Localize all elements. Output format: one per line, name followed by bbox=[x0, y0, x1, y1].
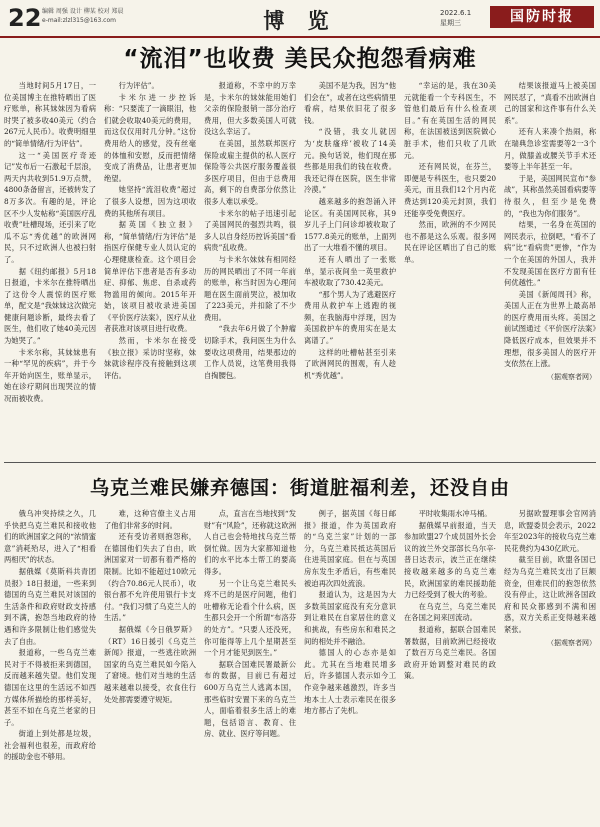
paragraph: 美国《新闻周刊》称，美国人正在为世界上最高昂的医疗费用而头疼。美国之前试图通过《平价医疗法案》降低医疗成本，但效果并不理想，很多美国人的医疗开支依然在上涨。 bbox=[504, 289, 596, 369]
paragraph: 报道认为，这是因为大多数英国家庭没有充分意识到让难民在自家居住的意义和挑战，有些房东和难民之间的相处并不融洽。 bbox=[304, 590, 396, 646]
byline: （据观察者网） bbox=[547, 372, 596, 381]
paragraph: “幸运的是，我在30美元就能看一个专科医生，不管他们最后有什么检查项目。”有在英国生活的网民称，在法国被送到医院做心脏手术，他们只收了几欧元。 bbox=[404, 81, 496, 160]
article-column bbox=[404, 80, 496, 455]
page-header bbox=[0, 0, 600, 38]
paragraph: 这一“美国医疗奇迹记”发布后一石激起千层浪，两天内共收到51.9万点赞，4800条备留言，还被转发了8万多次。有趣的是，评论区不少人发帖称“美国医疗乱收费”吐槽现场，还引来了吃瓜不忘“秀优越”的欧洲网民，只不过欧洲人也被扫射了。 bbox=[4, 150, 96, 264]
newspaper-masthead: 国防时报 bbox=[490, 6, 594, 28]
paragraph: “没错，我女儿就因为‘皮肤瘙痒’被收了14美元。换句话说，他们现在那些都是用我们的钱在收费。我还记得在医院，医生非常冷漠。” bbox=[304, 127, 396, 195]
paragraph: 结果，一名身在英国的网民表示，拉倒吧，“看不了病”比“看病贵”更惨，“作为一个在美国的外国人，我并不发现美国在医疗方面有任何优越性。” bbox=[504, 220, 596, 288]
paragraph: 行为评估”。 bbox=[118, 81, 159, 90]
paragraph: 这样的吐槽帖甚至引来了欧洲网民的围观，有人趁机“秀优越”。 bbox=[304, 347, 396, 380]
paragraph: 她坚持“流泪收费”超过了很多人设想，因为这项收费的其他所有项目。 bbox=[104, 185, 196, 218]
paragraph: 还有受访者则抱怨称，在德国他们失去了自由，欧洲国家对一切都有着严格的限制。比如不能超过10欧元（约合70.86元人民币），收银台都不允许使用银行卡支付。“我们习惯了乌克兰人的生活。” bbox=[104, 532, 196, 623]
article-column bbox=[404, 508, 496, 822]
paragraph: 在美国，虽然联邦医疗保险或雇主提供的私人医疗保险等公共医疗服务覆盖很多医疗项目，但由于总费用高，剩下的自费部分依然让很多人难以承受。 bbox=[204, 138, 296, 206]
article-column bbox=[304, 508, 396, 822]
article1-headline: “流泪”也收费 美民众抱怨看病难 bbox=[123, 46, 477, 72]
date-block bbox=[440, 8, 471, 28]
paragraph: 据俄媒早前报道，当天参加欧盟27个成员国外长会议的波兰外交部部长乌尔辛·普日达表示，波兰正在继续接收越来越多的乌克兰难民，欧洲国家的难民援助能力已经受到了极大的考验。 bbox=[404, 520, 496, 600]
paragraph: 越来越多的抱怨涌入评论区。有美国网民称，其9岁儿子上门问诊却被收取了1577.8美元的账单，上面列出了一大堆看不懂的项目。 bbox=[304, 196, 396, 253]
paragraph: 于是，美国网民宣布“参战”，其称虽然美国看病要等待很久，但至少是免费的，“我也为你们服务”。 bbox=[504, 173, 596, 218]
issue-weekday: 星期三 bbox=[440, 19, 461, 27]
article-column bbox=[4, 80, 96, 455]
article2-headline: 乌克兰难民嫌弃德国：街道脏福利差，还没自由 bbox=[89, 477, 510, 499]
paragraph: 截至目前，欧盟各国已经为乌克兰难民支出了巨额资金，但难民们的抱怨依然没有停止，这让欧洲各国政府和民众都感到不满和困惑，双方关系正变得越来越紧张。 bbox=[504, 555, 596, 634]
paragraph: 与卡米尔妹妹有相同经历的网民晒出了不同一年前的账单，称当时因为心理问题在医生面前哭泣，被加收了223美元，并扣除了不少费用。 bbox=[204, 254, 296, 322]
article-column bbox=[204, 508, 296, 822]
editor-names: 编辑 周强 设计 柳某 校对 郑晨 bbox=[42, 8, 124, 15]
article-divider bbox=[4, 462, 596, 463]
paragraph: 卡米尔称，其妹妹患有一种“罕见的疾病”，并于今年开始向医生，账单显示，她在诊疗期间出现哭泣的情况而被收费。 bbox=[4, 347, 96, 404]
issue-date: 2022.6.1 bbox=[440, 9, 472, 17]
article-column bbox=[104, 508, 196, 822]
paragraph: 另据欧盟理事会官网消息，欧盟委员会表示，2022年至2023年的接收乌克兰难民花费约为430亿欧元。 bbox=[504, 509, 596, 553]
paragraph: 点，直言在当地找到“发财”有“风险”，还称就这欧洲人自己也会特地找乌克兰帮倒忙做。因为大家都知道他们的水平比本土帮工的要高得多。 bbox=[204, 509, 296, 576]
paragraph: 据《纽约邮报》5月18日报道，卡米尔在推特晒出了这份令人震惊的医疗账单，配文是“我妹妹这次做完健康问题诊断，最终去看了医生，他们收了她40美元因为她哭了。” bbox=[4, 266, 96, 346]
editor-info bbox=[42, 7, 124, 25]
paragraph: 还有人来凑个热闹，称在瑞典急诊室需要等2一3个月，做膝盖或腰关节手术还要等上半年甚至一年。 bbox=[504, 127, 596, 172]
paragraph: 平时收集雨水冲马桶。 bbox=[418, 509, 492, 518]
paragraph: 据俄媒《莫斯科共青团员报》18日报道，一些来到德国的乌克兰难民对该国的生活条件和政府财政支持感到不满，抱怨当地政府的待遇和许多限制让他们感觉失去了自由。 bbox=[4, 566, 96, 646]
page-number: 22 bbox=[8, 4, 42, 32]
paragraph: 美国不是为我，因为“他们会在”，或者在这些病情里看病，结果依旧花了很多钱。 bbox=[304, 81, 396, 125]
paragraph: 报道称，据联合国难民署数据，目前欧洲已经接收了数百万乌克兰难民。各国政府开始调整对难民的政策。 bbox=[404, 624, 496, 681]
article-column bbox=[304, 80, 396, 455]
paragraph: 德国人的心态亦是如此。尤其在当地难民增多后，许多德国人表示如今工作竞争越来越激烈，许多当地本土人士表示难民在很多地方都占了先机。 bbox=[304, 648, 396, 716]
article-column bbox=[504, 508, 596, 822]
paragraph: 俄乌冲突持续之久，几乎快把乌克兰难民和接收他们的欧洲国家之间的“浓情蜜意”消耗殆尽，进入了“相看两相厌”的状态。 bbox=[4, 509, 96, 565]
article1-body bbox=[4, 80, 596, 455]
paragraph: 在乌克兰，乌克兰难民在各国之间来回流动。 bbox=[404, 601, 496, 623]
article-column bbox=[504, 80, 596, 455]
paragraph: 还有网民说，在芬兰，即便是专科医生，也只要20美元，而且我们12个月内花费达到120美元封顶，我们还能享受免费医疗。 bbox=[404, 162, 496, 218]
paragraph: 结果该报道马上被美国网民怼了，“真看不出欧洲自己的国家和这件事有什么关系”。 bbox=[504, 81, 596, 125]
paragraph: 卡米尔的帖子迅速引起了美国网民的强烈共鸣，很多人以自身经历控诉美国“看病贵”乱收费。 bbox=[204, 208, 296, 253]
paragraph: 然而，卡米尔在接受《独立报》采访时坚称，妹妹就诊程序没有接触到这项评估。 bbox=[104, 336, 196, 380]
paragraph: 据联合国难民署最新公布的数据，目前已有超过600万乌克兰人逃离本国，那些临时安置下来的乌克兰人，面临着很多生活上的难题，包括语言、教育、住房、就业、医疗等问题。 bbox=[204, 659, 296, 739]
paragraph: 当地时间5月17日，一位美国博主在推特晒出了医疗账单，称其妹妹因为看病时哭了被多收40美元（约合267元人民币）。收费明细里的“简单情绪/行为评估”。 bbox=[4, 81, 96, 148]
editor-email: e-mail:zlzl315@163.com bbox=[42, 17, 116, 24]
paragraph: 据俄媒《今日俄罗斯》（RT）16日援引《乌克兰新闻》报道，一些逃往欧洲国家的乌克兰难民如今陷入了窘境。他们对当地的生活越来越难以接受，衣食住行处处都需要遵守规矩。 bbox=[104, 624, 196, 704]
paragraph: “我去年6月做了个肿瘤切除手术，我问医生为什么要收这项费用，结果那边的工作人员说，这笔费用我得自掏腰包。 bbox=[204, 324, 296, 380]
article-column bbox=[104, 80, 196, 455]
paragraph: 另一个让乌克兰难民头疼不已的是医疗问题，他们吐槽称无论看个什么病，医生都只会开一个所谓“布洛芬的处方”。“只要人还没死，你可能得等上几个星期甚至一个月才能见到医生。” bbox=[204, 578, 296, 658]
paragraph: 街道上到处都是垃圾，社会福利也很差，而政府给的援助金也不够用。 bbox=[4, 729, 96, 762]
paragraph: 据英国《独立报》称，“简单情绪/行为评估”是指医疗保健专业人员认定的心理健康检查。这个项目会简单评估下患者是否有多动症、抑郁、焦虑、自杀或药物滥用的倾向。2015年开始，该项目被收录进美国《平价医疗法案》，医疗从业者获准对该项目进行收费。 bbox=[104, 220, 196, 334]
article2-body bbox=[4, 508, 596, 822]
paragraph: 例子，据英国《每日邮报》报道，作为英国政府的“乌克兰家”计划的一部分，乌克兰难民抵达英国后住进英国家庭。但在与英国房东发生矛盾后，有些难民被迫再次四处流浪。 bbox=[304, 509, 396, 588]
paragraph: 卡米尔进一步控诉称：“只要流了一滴眼泪，他们就会收取40美元的费用，而这仅仅用时几分钟。”这份费用给人的感觉，没有丝毫的体恤和安慰，反而把情绪变成了消费品，让患者更加绝望。 bbox=[104, 92, 196, 183]
paragraph: 报道称，一些乌克兰难民对于不得被拒来到德国，反而越来越失望。他们发现德国在这里的生活远不如西方媒体所描绘的那样美好，甚至不如在乌克兰老家的日子。 bbox=[4, 648, 96, 727]
article-column bbox=[4, 508, 96, 822]
article-column bbox=[204, 80, 296, 455]
paragraph: 报道称，不幸中的万幸是，卡米尔的妹妹能用她们父亲的保险报销一部分治疗费用，但大多数美国人可就没这么幸运了。 bbox=[204, 81, 296, 137]
byline: （据观察者网） bbox=[547, 638, 596, 647]
article2-columns bbox=[4, 508, 596, 822]
paragraph: 难，这种官僚主义占用了他们非常多的时间。 bbox=[104, 509, 196, 530]
paragraph: 还有人晒出了一张账单，显示夜间坐一英里救护车被收取了730.42美元。 bbox=[304, 254, 396, 288]
section-title: 博 览 bbox=[263, 8, 337, 33]
paragraph: 然而，欧洲的不少网民也不都是这么乐观。很多网民在评论区晒出了自己的账单。 bbox=[404, 220, 496, 264]
paragraph: “那个男人为了逃避医疗费用从救护车上逃跑的视频，在我脑海中浮现，因为美国救护车的费用实在是太离谱了。” bbox=[304, 289, 396, 346]
article1-columns bbox=[4, 80, 596, 455]
